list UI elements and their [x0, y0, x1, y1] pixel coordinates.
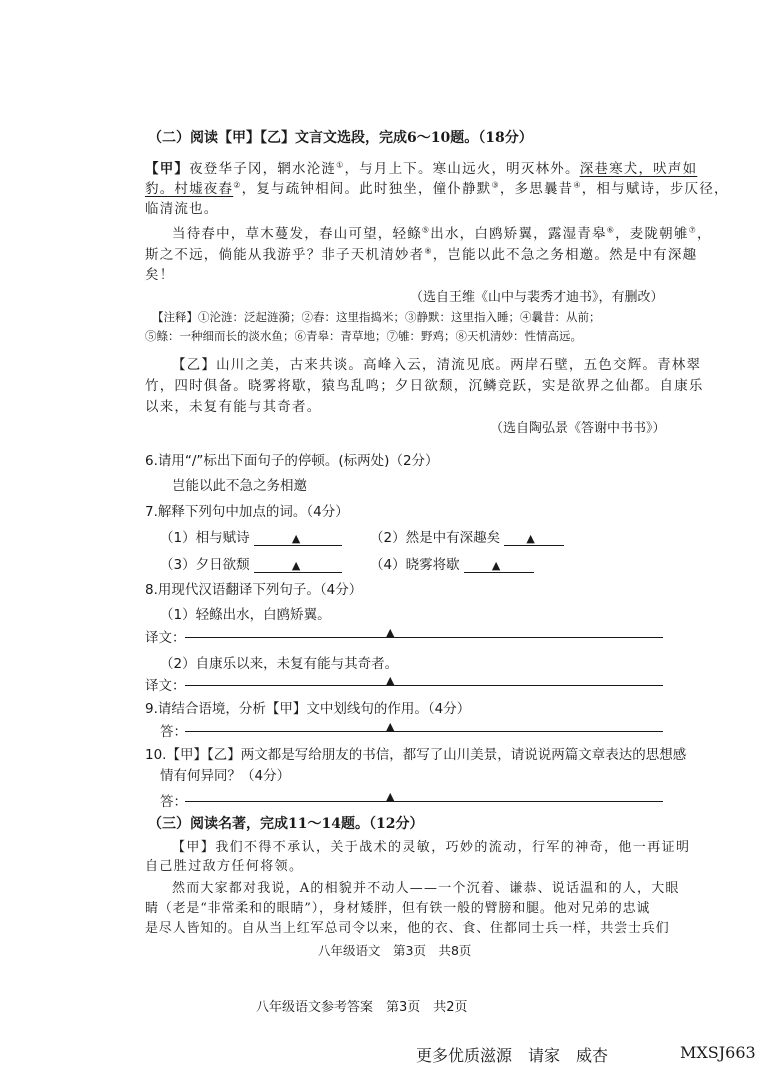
- yi-paragraph-line-2: 竹，四时俱备。晓雾将歇，猿鸟乱鸣；夕日欲颓，沉鳞竞跃，实是欲界之仙都。自康乐: [145, 378, 704, 394]
- jia-paragraph-line-1: 【甲】夜登华子冈，辋水沦涟①，与月上下。寒山远火，明灭林外。深巷寒犬，吠声如: [145, 160, 698, 177]
- q7-item-3: （3）夕日欲颓 ▲: [160, 553, 342, 573]
- jia-paragraph-line-2: 豹。村墟夜舂②，复与疏钟相间。此时独坐，僮仆静默③，多思曩昔④，相与赋诗，步仄径，: [145, 180, 729, 197]
- answer-label: 答：: [160, 724, 187, 740]
- answer-line[interactable]: [185, 731, 663, 732]
- section3-p1-line-1: 【甲】我们不得不承认，关于战术的灵敏，巧妙的流动，行军的神奇，他一再证明: [172, 840, 691, 855]
- blank-marker-icon: ▲: [386, 674, 395, 687]
- q7-item-1: （1）相与赋诗 ▲: [160, 526, 342, 546]
- answer-line[interactable]: [185, 801, 663, 802]
- annotation-line-2: ⑤鲦：一种细而长的淡水鱼；⑥青皋：青草地；⑦雊：野鸡；⑧天机清妙：性情高远。: [145, 329, 582, 343]
- yi-paragraph-line-1: 【乙】山川之美，古来共谈。高峰入云，清流见底。两岸石壁，五色交辉。青林翠: [172, 357, 702, 373]
- jia-paragraph2-line-3: 矣！: [145, 267, 175, 283]
- blank-marker-icon: ▲: [291, 559, 301, 572]
- question-10-line-1: 10.【甲】【乙】两文都是写给朋友的书信，都写了山川美景，请说说两篇文章表达的思想感: [145, 747, 687, 763]
- blank-marker-icon: ▲: [386, 790, 395, 803]
- jia-paragraph2-line-2: 斯之不远，倘能从我游乎？非子天机清妙者⑧，岂能以此不急之务相邀。然是中有深趣: [145, 246, 698, 263]
- yi-paragraph-line-3: 以来，未复有能与其奇者。: [145, 399, 322, 415]
- translate-label: 译文：: [145, 630, 186, 646]
- translate-label: 译文：: [145, 678, 186, 694]
- q7-item-2: （2）然是中有深趣矣 ▲: [370, 526, 564, 546]
- blank-marker-icon: ▲: [491, 559, 501, 572]
- jia-label: 【甲】: [145, 161, 190, 177]
- answer-blank[interactable]: [254, 556, 342, 573]
- promo-code: MXSJ663: [680, 1043, 756, 1062]
- answer-line[interactable]: [185, 637, 663, 638]
- answer-blank[interactable]: [254, 529, 342, 546]
- question-10-line-2: 情有何异同？（4分）: [160, 768, 291, 784]
- blank-marker-icon: ▲: [386, 720, 395, 733]
- q7-item-4: （4）晓雾将歇 ▲: [370, 553, 534, 573]
- inner-page-footer: 八年级语文 第3页 共8页: [318, 943, 472, 958]
- jia-source: （选自王维《山中与裴秀才迪书》，有删改）: [410, 290, 664, 305]
- jia-paragraph-line-3: 临清流也。: [145, 201, 219, 217]
- section3-p2-line-2: 睛（老是“非常柔和的眼睛”），身材矮胖，但有铁一般的臂膀和腿。他对兄弟的忠诚: [145, 901, 651, 916]
- answer-line[interactable]: [185, 685, 663, 686]
- question-6-sentence: 岂能以此不急之务相邀: [172, 478, 307, 494]
- question-7: 7.解释下列句中加点的词。（4分）: [145, 504, 349, 520]
- question-8-item-2: （2）自康乐以来，未复有能与其奇者。: [160, 656, 399, 672]
- answer-blank[interactable]: [504, 529, 564, 546]
- answer-blank[interactable]: [464, 556, 534, 573]
- section-3-heading: （三）阅读名著，完成11～14题。（12分）: [148, 816, 424, 832]
- answer-label: 答：: [160, 794, 187, 810]
- annotation-line-1: 【注释】①沦涟：泛起涟漪；②舂：这里指捣米；③静默：这里指入睡；④曩昔：从前；: [152, 310, 601, 324]
- question-9: 9.请结合语境，分析【甲】文中划线句的作用。（4分）: [145, 701, 471, 717]
- section-2-heading: （二）阅读【甲】【乙】文言文选段，完成6～10题。（18分）: [148, 130, 533, 146]
- section3-p2-line-1: 然而大家都对我说，A的相貌并不动人——一个沉着、谦恭、说话温和的人，大眼: [172, 881, 680, 896]
- yi-source: （选自陶弘景《答谢中书书》）: [490, 421, 666, 436]
- section3-p2-line-3: 是尽人皆知的。自从当上红军总司令以来，他的衣、食、住都同士兵一样，共尝士兵们: [145, 921, 670, 936]
- underlined-sentence: 深巷寒犬，吠声如: [579, 161, 698, 177]
- promo-text: 更多优质滋源 请家 威杏: [416, 1046, 609, 1065]
- jia-paragraph2-line-1: 当待春中，草木蔓发，春山可望，轻鲦⑤出水，白鸥矫翼，露湿青皋⑥，麦陇朝雊⑦，: [172, 225, 712, 242]
- blank-marker-icon: ▲: [291, 532, 301, 545]
- outer-page-footer: 八年级语文参考答案 第3页 共2页: [256, 1000, 468, 1015]
- question-8-item-1: （1）轻鲦出水，白鸥矫翼。: [160, 607, 331, 623]
- section3-p1-line-2: 自己胜过敌方任何将领。: [145, 859, 304, 874]
- blank-marker-icon: ▲: [526, 532, 535, 545]
- question-8: 8.用现代汉语翻译下列句子。（4分）: [145, 582, 363, 598]
- question-6: 6.请用“/”标出下面句子的停顿。(标两处)（2分）: [145, 453, 439, 469]
- blank-marker-icon: ▲: [386, 626, 395, 639]
